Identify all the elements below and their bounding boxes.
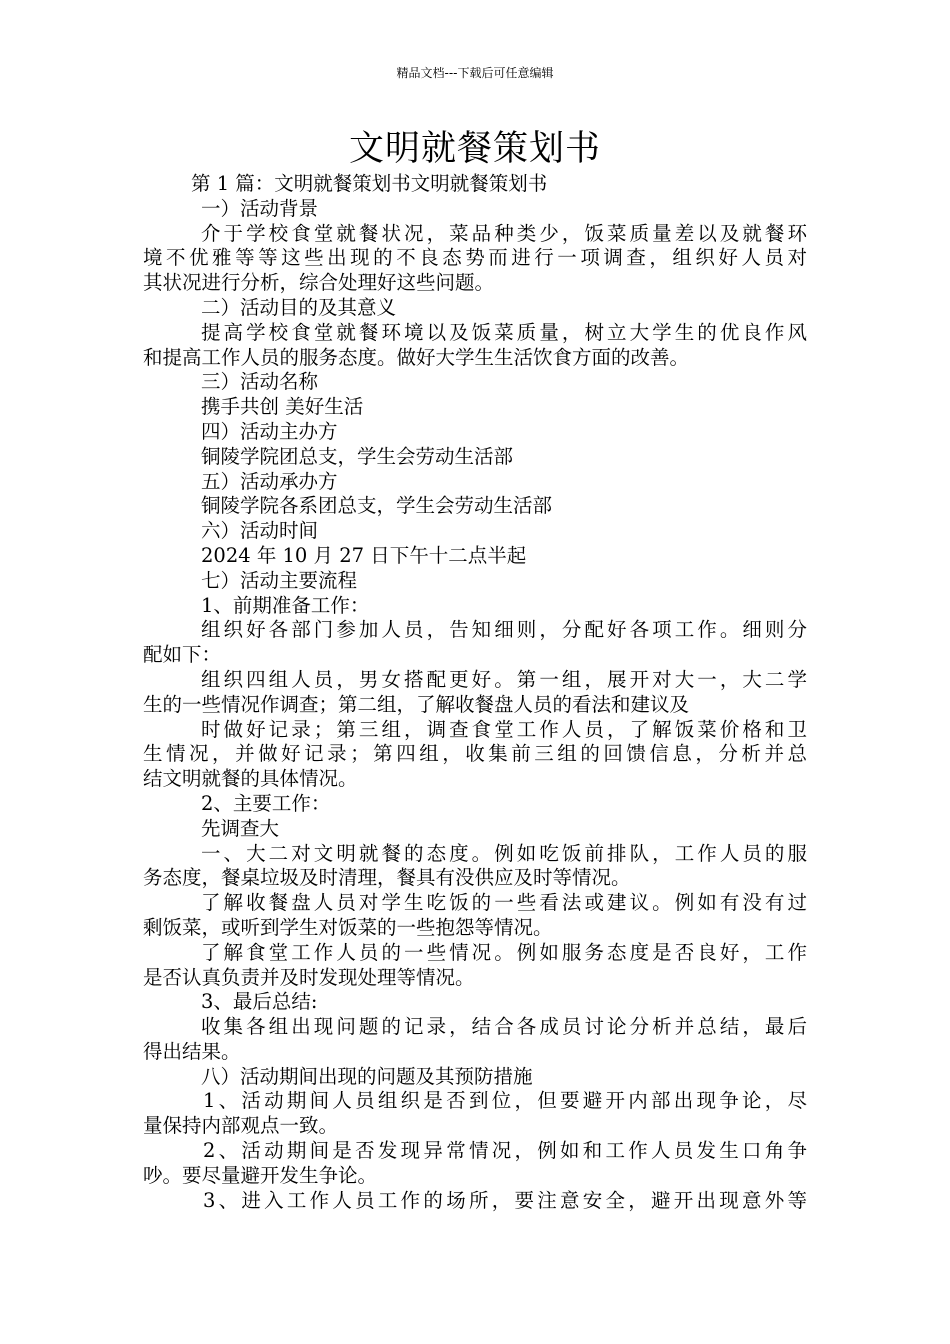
body-line: 务态度，餐桌垃圾及时清理，餐具有没供应及时等情况。 — [143, 866, 631, 890]
body-line: 结文明就餐的具体情况。 — [143, 767, 358, 791]
body-line: 携手共创 美好生活 — [201, 395, 364, 419]
body-line: 三）活动名称 — [201, 370, 319, 394]
body-line: 2024 年 10 月 27 日下午十二点半起 — [201, 543, 527, 567]
body-line: 收集各组出现问题的记录，结合各成员讨论分析并总结，最后 — [201, 1015, 807, 1039]
body-line: 时做好记录；第三组，调查食堂工作人员，了解饭菜价格和卫 — [201, 717, 807, 741]
body-line: 了解收餐盘人员对学生吃饭的一些看法或建议。例如有没有过 — [201, 891, 807, 915]
body-line: 介于学校食堂就餐状况，菜品种类少，饭菜质量差以及就餐环 — [201, 221, 807, 245]
body-line: 生的一些情况作调查；第二组，了解收餐盘人员的看法和建议及 — [143, 692, 690, 716]
body-line: 七）活动主要流程 — [201, 568, 358, 592]
body-line: 生情况，并做好记录；第四组，收集前三组的回馈信息，分析并总 — [143, 742, 807, 766]
body-line: 3、最后总结: — [201, 990, 318, 1014]
body-line: 组织四组人员，男女搭配更好。第一组，展开对大一，大二学 — [201, 667, 807, 691]
body-line: 量保持内部观点一致。 — [143, 1114, 339, 1138]
body-line: 五）活动承办方 — [201, 469, 338, 493]
body-line: 一、大二对文明就餐的态度。例如吃饭前排队，工作人员的服 — [201, 841, 807, 865]
body-line: 吵。要尽量避开发生争论。 — [143, 1163, 378, 1187]
body-line: 和提高工作人员的服务态度。做好大学生生活饮食方面的改善。 — [143, 345, 690, 369]
body-line: 1、前期准备工作： — [201, 593, 370, 617]
body-line: 一）活动背景 — [201, 196, 319, 220]
body-line: 八）活动期间出现的问题及其预防措施 — [201, 1064, 533, 1088]
body-line: 第 1 篇：文明就餐策划书文明就餐策划书 — [191, 172, 548, 195]
body-line: 铜陵学院各系团总支，学生会劳动生活部 — [201, 494, 553, 518]
body-line: 四）活动主办方 — [201, 419, 338, 443]
document-body — [143, 172, 807, 1213]
body-line: 2、主要工作： — [201, 791, 331, 815]
body-line: 先调查大 — [201, 816, 280, 840]
body-line: 1、活动期间人员组织是否到位，但要避开内部出现争论，尽 — [203, 1089, 807, 1113]
body-line: 铜陵学院团总支，学生会劳动生活部 — [201, 444, 514, 468]
body-line: 2、活动期间是否发现异常情况，例如和工作人员发生口角争 — [203, 1139, 807, 1163]
body-line: 是否认真负责并及时发现处理等情况。 — [143, 965, 475, 989]
body-line: 3、进入工作人员工作的场所，要注意安全，避开出现意外等 — [203, 1188, 807, 1212]
body-line: 配如下： — [143, 643, 222, 667]
body-line: 组织好各部门参加人员，告知细则，分配好各项工作。细则分 — [201, 618, 807, 642]
body-line: 二）活动目的及其意义 — [201, 295, 397, 319]
body-line: 境不优雅等等这些出现的不良态势而进行一项调查，组织好人员对 — [143, 246, 807, 270]
body-line: 提高学校食堂就餐环境以及饭菜质量，树立大学生的优良作风 — [201, 320, 807, 344]
body-line: 其状况进行分析，综合处理好这些问题。 — [143, 271, 495, 295]
document-title: 文明就餐策划书 — [348, 129, 601, 169]
body-line: 得出结果。 — [143, 1039, 241, 1063]
page-header-note: 精品文档---下载后可任意编辑 — [396, 66, 554, 80]
body-line: 了解食堂工作人员的一些情况。例如服务态度是否良好，工作 — [201, 940, 807, 964]
body-line: 剩饭菜，或听到学生对饭菜的一些抱怨等情况。 — [143, 915, 553, 939]
body-line: 六）活动时间 — [201, 519, 319, 543]
